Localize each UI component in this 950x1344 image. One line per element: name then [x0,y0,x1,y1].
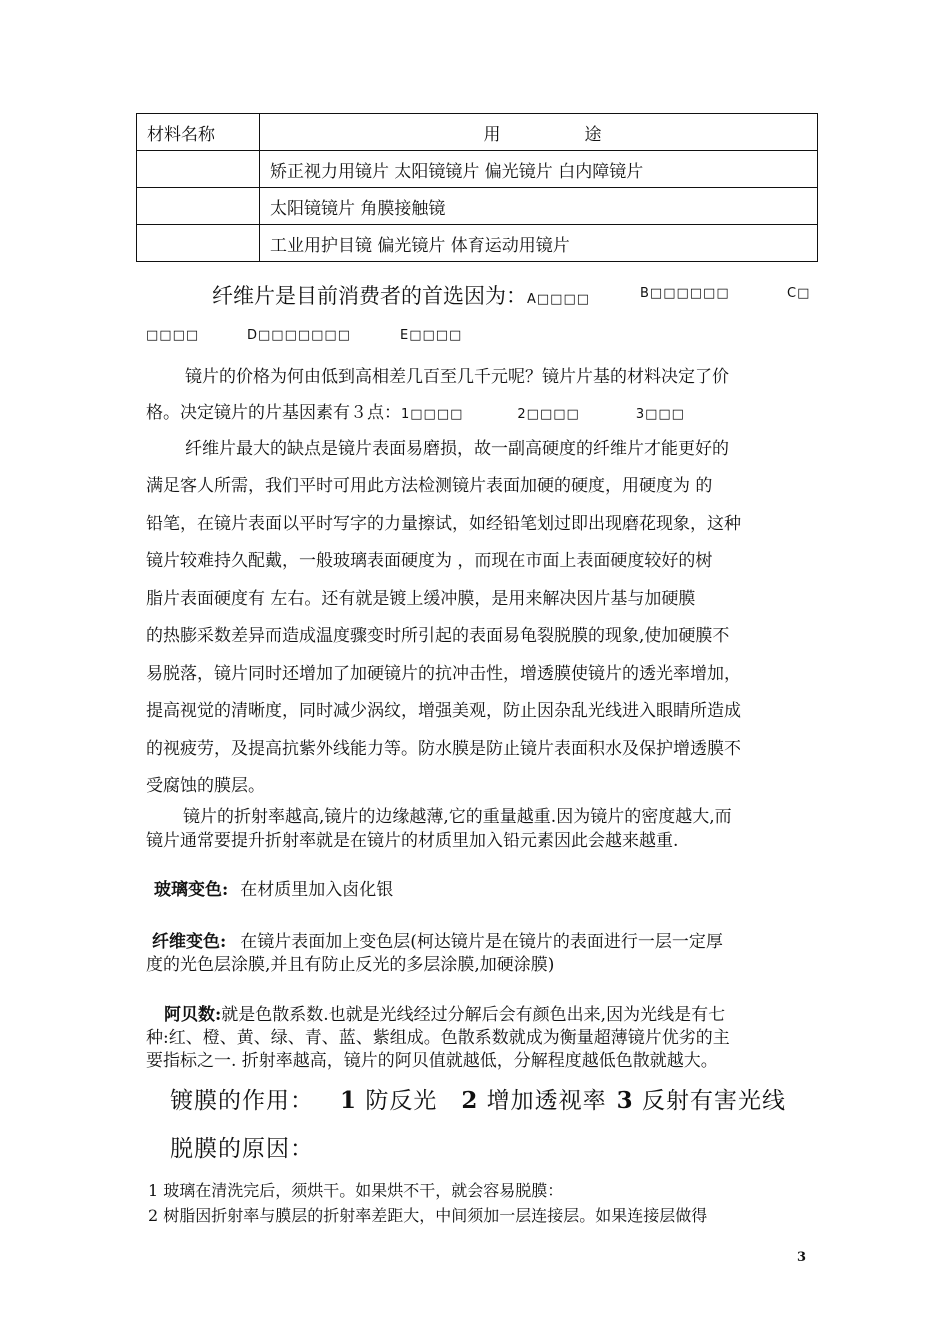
peeling-item2: 2 树脂因折射率与膜层的折射率差距大，中间须加一层连接层。如果连接层做得 [148,1206,708,1225]
table-row [137,151,818,188]
fiber-option-c: C□ [787,286,811,301]
hardness-line: 满足客人所需，我们平时可用此方法检测镜片表面加硬的硬度，用硬度为 的 [146,476,713,496]
hardness-line: 的视疲劳，及提高抗紫外线能力等。防水膜是防止镜片表面积水及保护增透膜不 [146,739,741,759]
hardness-line: 铅笔，在镜片表面以平时写字的力量擦试，如经铅笔划过即出现磨花现象，这种 [146,514,741,534]
table-row [137,188,818,225]
usage-cell: 太阳镜镜片 角膜接触镜 [260,188,818,225]
abbe-line2: 种:红、橙、黄、绿、青、蓝、紫组成。色散系数就成为衡量超薄镜片优劣的主 [146,1028,730,1048]
fiber-option-e: E□□□□ [400,328,463,343]
material-cell [137,151,260,188]
material-cell [137,225,260,262]
coating-roles: 镀膜的作用： 1 防反光 2 增加透视率 3 反射有害光线 [170,1087,786,1114]
hardness-line: 受腐蚀的膜层。 [146,776,265,796]
fiber-photochromic-line2: 度的光色层涂膜,并且有防止反光的多层涂膜,加硬涂膜) [146,955,555,975]
hardness-line: 的热膨采数差异而造成温度骤变时所引起的表面易龟裂脱膜的现象,使加硬膜不 [146,626,730,646]
material-cell [137,188,260,225]
table-header-row [137,114,818,151]
hardness-line: 易脱落，镜片同时还增加了加硬镜片的抗冲击性，增透膜使镜片的透光率增加， [146,664,741,684]
page-number: 3 [797,1250,807,1265]
usage-cell: 工业用护目镜 偏光镜片 体育运动用镜片 [260,225,818,262]
refraction-line2: 镜片通常要提升折射率就是在镜片的材质里加入铅元素因此会越来越重. [146,831,679,851]
abbe-para: 阿贝数:就是色散系数.也就是光线经过分解后会有颜色出来,因为光线是有七 [164,1005,726,1025]
header-material-name: 材料名称 [137,114,260,151]
price-para-line1: 镜片的价格为何由低到高相差几百至几千元呢？镜片片基的材料决定了价 [185,367,729,387]
header-usage: 用 途 [260,114,818,151]
fiber-question: 纤维片是目前消费者的首选因为：A□□□□ [212,284,591,308]
fiber-option-b: B□□□□□□ [640,286,730,301]
fiber-option-d: D□□□□□□□ [247,328,351,343]
table-row [137,225,818,262]
material-usage-table [136,113,818,262]
fiber-photochromic: 纤维变色: 在镜片表面加上变色层(柯达镜片是在镜片的表面进行一层一定厚 [152,932,723,952]
hardness-line: 纤维片最大的缺点是镜片表面易磨损，故一副高硬度的纤维片才能更好的 [185,439,729,459]
hardness-line: 脂片表面硬度有 左右。还有就是镀上缓冲膜，是用来解决因片基与加硬膜 [146,589,696,609]
fiber-option-c-cont: □□□□ [146,328,200,343]
hardness-line: 镜片较难持久配戴，一般玻璃表面硬度为 ，而现在市面上表面硬度较好的树 [146,551,713,571]
peeling-item1: 1 玻璃在清洗完后，须烘干。如果烘不干，就会容易脱膜： [148,1181,564,1200]
price-para-line2: 格。决定镜片的片基因素有３点：1□□□□ 2□□□□ 3□□□ [146,403,685,423]
usage-cell: 矫正视力用镜片 太阳镜镜片 偏光镜片 白内障镜片 [260,151,818,188]
peeling-title: 脱膜的原因： [170,1136,314,1162]
hardness-line: 提高视觉的清晰度，同时减少涡纹，增强美观，防止因杂乱光线进入眼睛所造成 [146,701,741,721]
glass-photochromic: 玻璃变色: 在材质里加入卤化银 [154,880,394,900]
refraction-line1: 镜片的折射率越高,镜片的边缘越薄,它的重量越重.因为镜片的密度越大,而 [183,807,732,827]
abbe-line3: 要指标之一. 折射率越高，镜片的阿贝值就越低，分解程度越低色散就越大。 [146,1051,718,1071]
